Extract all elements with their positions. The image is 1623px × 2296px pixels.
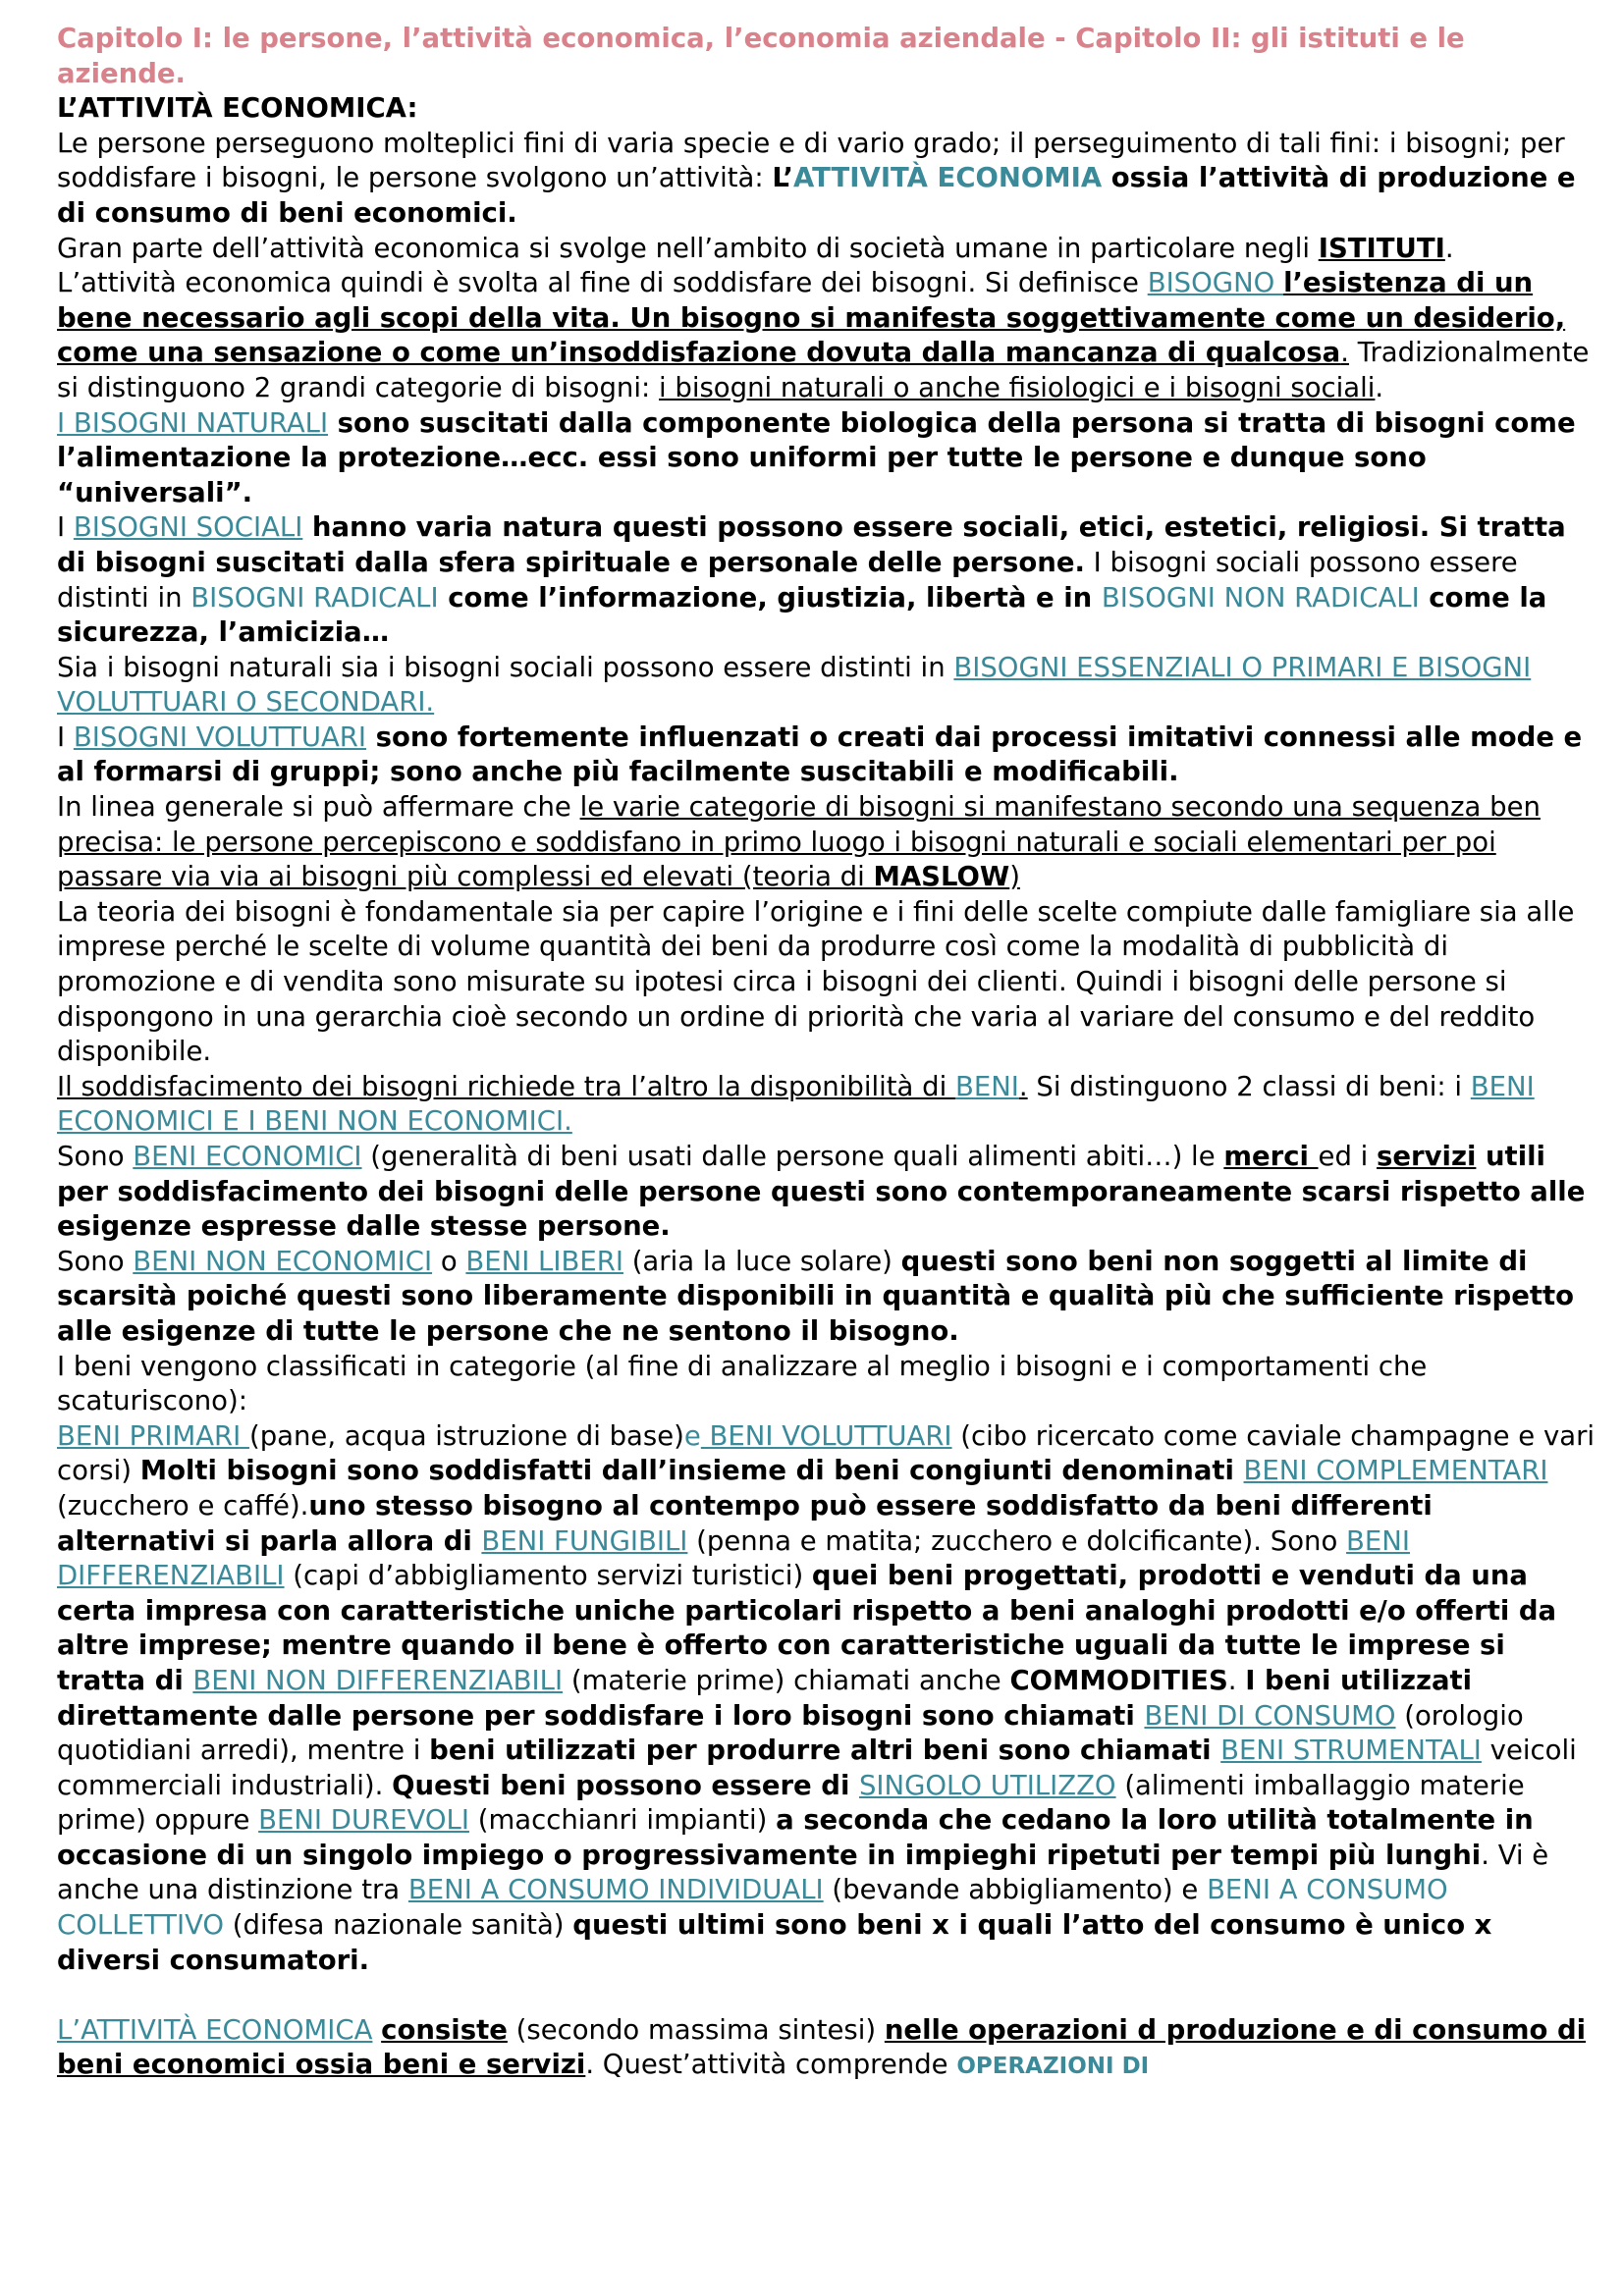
text-run: I beni utilizzati direttamente dalle persone per soddisfare i loro bisogni sono chiamati	[57, 1664, 1473, 1732]
text-run: hanno varia natura questi possono essere sociali, etici, estetici, religiosi. Si tratta di bisogni suscitati dalla sfera spirituale e personale delle persone.	[57, 511, 1566, 578]
text-run: utili per soddisfacimento dei bisogni delle persone questi sono contemporaneamente scarsi rispetto alle esigenze espresse dalle stesse persone.	[57, 1141, 1586, 1243]
paragraph	[57, 1350, 1598, 1419]
text-run: Tradizionalmente si distinguono 2 grandi categorie di bisogni:	[57, 337, 1590, 403]
key-term: BISOGNI RADICALI	[190, 581, 439, 614]
text-run: In linea generale si può affermare che	[57, 791, 580, 824]
key-term: BENI A CONSUMO INDIVIDUALI	[407, 1874, 824, 1906]
paragraph	[57, 510, 1598, 650]
paragraph	[57, 895, 1598, 1070]
text-run: sono suscitati dalla componente biologica della persona si tratta di bisogni come l’alimentazione la protezione…ecc. essi sono uniformi per tutte le persone e dunque sono “universali”.	[57, 406, 1576, 508]
text-run: veicoli commerciali industriali).	[57, 1735, 1577, 1801]
key-term: BENI STRUMENTALI	[1220, 1735, 1482, 1767]
section-heading: L’ATTIVITÀ ECONOMICA:	[57, 92, 418, 125]
text-run: come l’informazione, giustizia, libertà e in	[438, 581, 1102, 614]
text-run: (difesa nazionale sanità)	[224, 1909, 573, 1942]
text-run: (orologio quotidiani arredi), mentre i	[57, 1699, 1524, 1767]
key-term: BENI COMPLEMENTARI	[1243, 1455, 1548, 1487]
key-term: OPERAZIONI DI	[956, 2054, 1150, 2080]
paragraph	[57, 1419, 1598, 1979]
text-run: I bisogni sociali possono essere distinti in	[57, 546, 1518, 614]
key-term: BISOGNI NON RADICALI	[1101, 581, 1420, 614]
key-term: BENI LIBERI	[465, 1245, 623, 1277]
text-run: uno stesso bisogno al contempo può essere soddisfatto da beni differenti alternativi si parla allora di	[57, 1489, 1433, 1557]
text-run: i bisogni naturali o anche fisiologici e i bisogni sociali	[659, 371, 1376, 403]
blank-line	[57, 1978, 1598, 2013]
text-run: . Vi è anche una distinzione tra	[57, 1839, 1549, 1906]
paragraph	[57, 2013, 1598, 2085]
text-run: (secondo massima sintesi)	[507, 2013, 885, 2046]
key-term: BENI NON DIFFERENZIABILI	[192, 1664, 564, 1696]
text-run: (aria la luce solare)	[622, 1245, 901, 1277]
key-term: BENI NON ECONOMICI	[133, 1245, 433, 1277]
key-term: BISOGNI SOCIALI	[73, 511, 303, 544]
document-body	[57, 127, 1598, 2085]
text-run: I beni vengono classificati in categorie (al fine di analizzare al meglio i bisogni e i comportamenti che scaturiscono):	[57, 1350, 1428, 1417]
key-term: L’ATTIVITÀ ECONOMICA	[57, 2013, 373, 2046]
text-run: consiste	[381, 2013, 508, 2046]
key-term: BENI ECONOMICI	[133, 1141, 362, 1172]
key-term: BENI A CONSUMO COLLETTIVO	[57, 1874, 1448, 1942]
text-run: .	[1340, 337, 1349, 369]
text-run: MASLOW	[873, 861, 1010, 893]
text-run: nelle operazioni d produzione e di consumo di beni economici ossia beni e servizi	[57, 2013, 1587, 2081]
key-term: BENI ECONOMICI E I BENI NON ECONOMICI.	[57, 1070, 1535, 1138]
text-run: Le persone perseguono molteplici fini di varia specie e di vario grado; il perseguimento di tali fini: i bisogni; per soddisfare i bisogni, le persone svolgono un’attività:	[57, 127, 1565, 194]
paragraph	[57, 127, 1598, 232]
text-run: (capi d’abbigliamento servizi turistici)	[284, 1560, 812, 1592]
text-run: La teoria dei bisogni è fondamentale sia per capire l’origine e i fini delle scelte compiute dalle famigliare sia alle imprese perché le scelte di volume quantità dei beni da produrre così come la modalità di pubblicità di promozione e di vendita sono misurate su ipotesi circa i bisogni dei clienti. Quindi i bisogni delle persone si dispongono in una gerarchia cioè secondo un ordine di priorità che varia al variare del consumo e del reddito disponibile.	[57, 895, 1575, 1068]
text-run: come la sicurezza, l’amicizia…	[57, 581, 1547, 649]
text-run: .	[1444, 232, 1454, 264]
key-term: BISOGNO	[1147, 267, 1284, 299]
text-run: le varie categorie di bisogni si manifestano secondo una sequenza ben precisa: le persone percepiscono e soddisfano in primo luogo i bisogni naturali e sociali elementari per poi passare via via ai bisogni più complessi ed elevati (teoria di	[57, 791, 1541, 893]
text-run: servizi	[1377, 1141, 1477, 1172]
text-run: I	[57, 721, 74, 753]
text-run: Si distinguono 2 classi di beni: i	[1027, 1070, 1471, 1102]
key-term: BENI DI CONSUMO	[1144, 1699, 1396, 1732]
text-run: quei beni progettati, prodotti e venduti da una certa impresa con caratteristiche uniche particolari rispetto a beni analoghi prodotti e/o offerti da altre imprese; mentre quando il bene è offerto con caratteristiche uguali da tutte le imprese si tratta di	[57, 1560, 1557, 1696]
text-run: questi ultimi sono beni x i quali l’atto del consumo è unico x diversi consumatori.	[57, 1909, 1492, 1976]
text-run: . Quest’attività comprende	[585, 2049, 957, 2081]
text-run: ed i	[1318, 1141, 1378, 1172]
text-run: (bevande abbigliamento) e	[823, 1874, 1208, 1906]
text-run: )	[1009, 861, 1020, 893]
paragraph	[57, 721, 1598, 790]
text-run: L’	[772, 162, 794, 194]
text-run: Sia i bisogni naturali sia i bisogni sociali possono essere distinti in	[57, 651, 954, 683]
text-run: Il soddisfacimento dei bisogni richiede tra l’altro la disponibilità di	[57, 1070, 955, 1102]
key-term: BENI DIFFERENZIABILI	[57, 1524, 1410, 1592]
text-run: COMMODITIES	[1009, 1664, 1228, 1696]
paragraph	[57, 1245, 1598, 1350]
key-term: I BISOGNI NATURALI	[57, 406, 329, 439]
paragraph	[57, 1140, 1598, 1245]
text-run: Gran parte dell’attività economica si svolge nell’ambito di società umane in particolare negli	[57, 232, 1319, 264]
key-term: BISOGNI VOLUTTUARI	[73, 721, 366, 753]
text-run: (generalità di beni usati dalle persone quali alimenti abiti…) le	[361, 1141, 1224, 1172]
text-run: I	[57, 511, 74, 544]
text-run: L’attività economica quindi è svolta al fine di soddisfare dei bisogni. Si definisce	[57, 267, 1148, 299]
key-term: BENI VOLUTTUARI	[700, 1419, 952, 1452]
text-run: .	[1227, 1664, 1246, 1696]
text-run: sono fortemente influenzati o creati dai processi imitativi connessi alle mode e al formarsi di gruppi; sono anche più facilmente suscitabili e modificabili.	[57, 721, 1583, 788]
text-run: .	[1018, 1070, 1028, 1102]
text-run: Sono	[57, 1245, 134, 1277]
key-term: e	[683, 1419, 701, 1452]
text-run: (penna e matita; zucchero e dolcificante). Sono	[687, 1524, 1347, 1557]
text-run	[372, 2014, 381, 2046]
key-term: BENI FUNGIBILI	[481, 1524, 688, 1557]
paragraph	[57, 406, 1598, 511]
text-run: questi sono beni non soggetti al limite di scarsità poiché questi sono liberamente disponibili in quantità e qualità più che sufficiente rispetto alle esigenze di tutte le persone che ne sentono il bisogno.	[57, 1245, 1575, 1347]
key-term: BENI PRIMARI	[57, 1419, 249, 1452]
text-run: Molti bisogni sono soddisfatti dall’insieme di beni congiunti denominati	[139, 1455, 1244, 1487]
document-page	[57, 22, 1598, 2085]
paragraph	[57, 266, 1598, 405]
key-term: ATTIVITÀ ECONOMIA	[793, 162, 1103, 194]
paragraph	[57, 651, 1598, 721]
text-run: (pane, acqua istruzione di base)	[248, 1419, 684, 1452]
text-run: (macchianri impianti)	[468, 1804, 777, 1837]
key-term: BISOGNI ESSENZIALI O PRIMARI E BISOGNI VOLUTTUARI O SECONDARI.	[57, 651, 1532, 719]
document-title: Capitolo I: le persone, l’attività economica, l’economia aziendale - Capitolo II: gli istituti e le aziende.	[57, 23, 1465, 89]
text-run: o	[432, 1245, 466, 1277]
text-run: merci	[1223, 1141, 1319, 1172]
text-run: ossia l’attività di produzione e di consumo di beni economici.	[57, 162, 1576, 229]
text-run: Questi beni possono essere di	[392, 1769, 859, 1801]
text-run: (cibo ricercato come caviale champagne e vari corsi)	[57, 1419, 1596, 1487]
paragraph	[57, 232, 1598, 267]
text-run: ISTITUTI	[1318, 232, 1445, 264]
text-run: (alimenti imballaggio materie prime) oppure	[57, 1769, 1525, 1837]
text-run: beni utilizzati per produrre altri beni sono chiamati	[429, 1735, 1221, 1767]
text-run: .	[1375, 371, 1384, 403]
key-term: SINGOLO UTILIZZO	[858, 1769, 1116, 1801]
text-run: (zucchero e caffé).	[57, 1489, 309, 1522]
key-term: BENI	[954, 1070, 1019, 1102]
key-term: BENI DUREVOLI	[258, 1804, 469, 1837]
text-run: a seconda che cedano la loro utilità totalmente in occasione di un singolo impiego o progressivamente in impieghi ripetuti per tempi più lunghi	[57, 1804, 1534, 1871]
text-run: (materie prime) chiamati anche	[563, 1664, 1010, 1696]
text-run: l’esistenza di un bene necessario agli scopi della vita. Un bisogno si manifesta soggettivamente come un desiderio, come una sensazione o come un’insoddisfazione dovuta dalla mancanza di qualcosa	[57, 267, 1566, 369]
paragraph	[57, 1070, 1598, 1140]
paragraph	[57, 790, 1598, 895]
text-run: Sono	[57, 1141, 134, 1172]
